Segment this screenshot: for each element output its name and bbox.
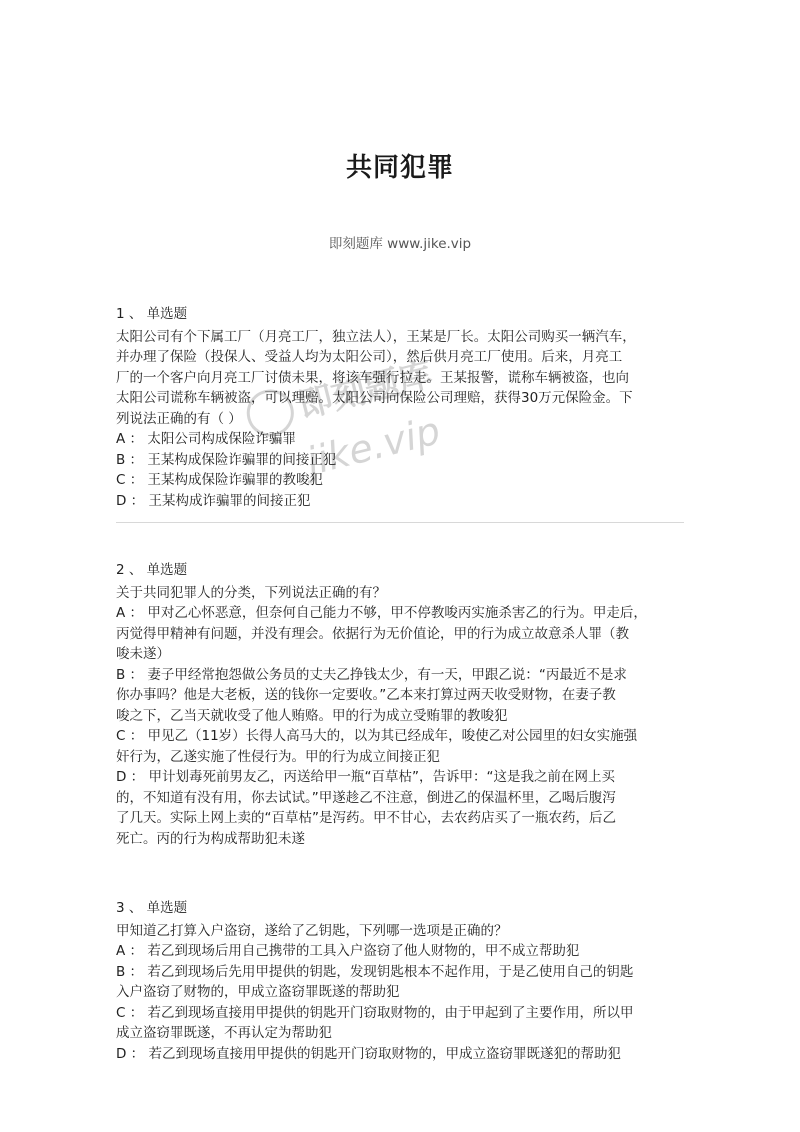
option-line: 了几天。实际上网上卖的“百草枯”是泻药。甲不甘心，去农药店买了一瓶农药，后乙	[116, 810, 616, 826]
question-1	[116, 304, 686, 511]
question-stem-line: 列说法正确的有（ ）	[116, 410, 242, 427]
option-line: 死亡。丙的行为构成帮助犯未遂	[116, 830, 305, 847]
option-b[interactable]	[116, 665, 686, 727]
option-line: 唆未遂）	[116, 646, 170, 662]
question-header: 1 、 单选题	[116, 306, 188, 322]
option-line: 唆之下，乙当天就收受了他人贿赂。甲的行为成立受贿罪的教唆犯	[116, 707, 508, 724]
option-d[interactable]	[116, 767, 686, 849]
question-header: 3 、 单选题	[116, 900, 188, 916]
option-line: C ： 若乙到现场直接用甲提供的钥匙开门窃取财物的，由于甲起到了主要作用，所以甲	[116, 1004, 634, 1021]
option-d[interactable]	[116, 1044, 686, 1065]
option-a[interactable]: A ： 太阳公司构成保险诈骗罪	[116, 431, 296, 447]
option-line: D ： 若乙到现场直接用甲提供的钥匙开门窃取财物的，甲成立盗窃罪既遂犯的帮助犯	[116, 1045, 621, 1062]
divider	[116, 522, 684, 523]
option-b[interactable]	[116, 962, 686, 1003]
option-line: A ： 若乙到现场后用自己携带的工具入户盗窃了他人财物的，甲不成立帮助犯	[116, 943, 580, 959]
option-c[interactable]	[116, 1003, 686, 1044]
question-stem-line: 太阳公司有个下属工厂（月亮工厂，独立法人），王某是厂长。太阳公司购买一辆汽车，	[116, 328, 636, 345]
option-line: 入户盗窃了财物的，甲成立盗窃罪既遂的帮助犯	[116, 984, 400, 1000]
option-b[interactable]: B ： 王某构成保险诈骗罪的间接正犯	[116, 451, 337, 468]
watermark-text-cn: 即刻题库	[294, 354, 437, 427]
option-line: 奸行为，乙遂实施了性侵行为。甲的行为成立间接正犯	[116, 748, 440, 765]
question-stem-line: 关于共同犯罪人的分类，下列说法正确的有？	[116, 584, 386, 601]
question-header: 2 、 单选题	[116, 562, 188, 578]
option-line: 丙觉得甲精神有问题，并没有理会。依据行为无价值论，甲的行为成立故意杀人罪（教	[116, 625, 629, 642]
option-c[interactable]: C ： 王某构成保险诈骗罪的教唆犯	[116, 472, 324, 488]
option-line: B ： 妻子甲经常抱怨做公务员的丈夫乙挣钱太少，有一天，甲跟乙说：“丙最近不是求	[116, 666, 627, 683]
option-line: 你办事吗？他是大老板，送的钱你一定要收。”乙本来打算过两天收受财物，在妻子教	[116, 687, 616, 703]
page-title: 共同犯罪	[345, 153, 454, 183]
option-line: C ： 甲见乙（11岁）长得人高马大的，以为其已经成年，唆使乙对公园里的妇女实施强	[116, 728, 638, 744]
watermark-text-en: jike.vip	[302, 408, 445, 484]
option-line: 的，不知道有没有用，你去试试。”甲遂趁乙不注意，倒进乙的保温杯里，乙喝后腹泻	[116, 789, 616, 806]
question-stem-line: 太阳公司谎称车辆被盗，可以理赔。太阳公司向保险公司理赔，获得30万元保险金。下	[116, 390, 633, 406]
question-stem-line: 并办理了保险（投保人、受益人均为太阳公司），然后供月亮工厂使用。后来，月亮工	[116, 349, 623, 365]
option-d[interactable]: D ： 王某构成诈骗罪的间接正犯	[116, 492, 311, 509]
option-c[interactable]	[116, 726, 686, 767]
option-line: B ： 若乙到现场后先用甲提供的钥匙，发现钥匙根本不起作用，于是乙使用自己的钥匙	[116, 963, 634, 980]
question-2	[116, 560, 686, 849]
option-a[interactable]	[116, 603, 686, 665]
option-a[interactable]	[116, 941, 686, 962]
page-subtitle: 即刻题库 www.jike.vip	[328, 236, 472, 252]
question-stem-line: 厂的一个客户向月亮工厂讨债未果，将该车强行拉走。王某报警，谎称车辆被盗，也向	[116, 369, 629, 386]
option-line: 成立盗窃罪既遂，不再认定为帮助犯	[116, 1025, 332, 1041]
question-stem-line: 甲知道乙打算入户盗窃，遂给了乙钥匙，下列哪一选项是正确的？	[116, 922, 508, 939]
option-line: A ： 甲对乙心怀恶意，但奈何自己能力不够，甲不停教唆丙实施杀害乙的行为。甲走后，	[116, 605, 647, 621]
question-3	[116, 898, 686, 1064]
option-line: D ： 甲计划毒死前男友乙，丙送给甲一瓶“百草枯”，告诉甲：“这是我之前在网上买	[116, 769, 615, 785]
